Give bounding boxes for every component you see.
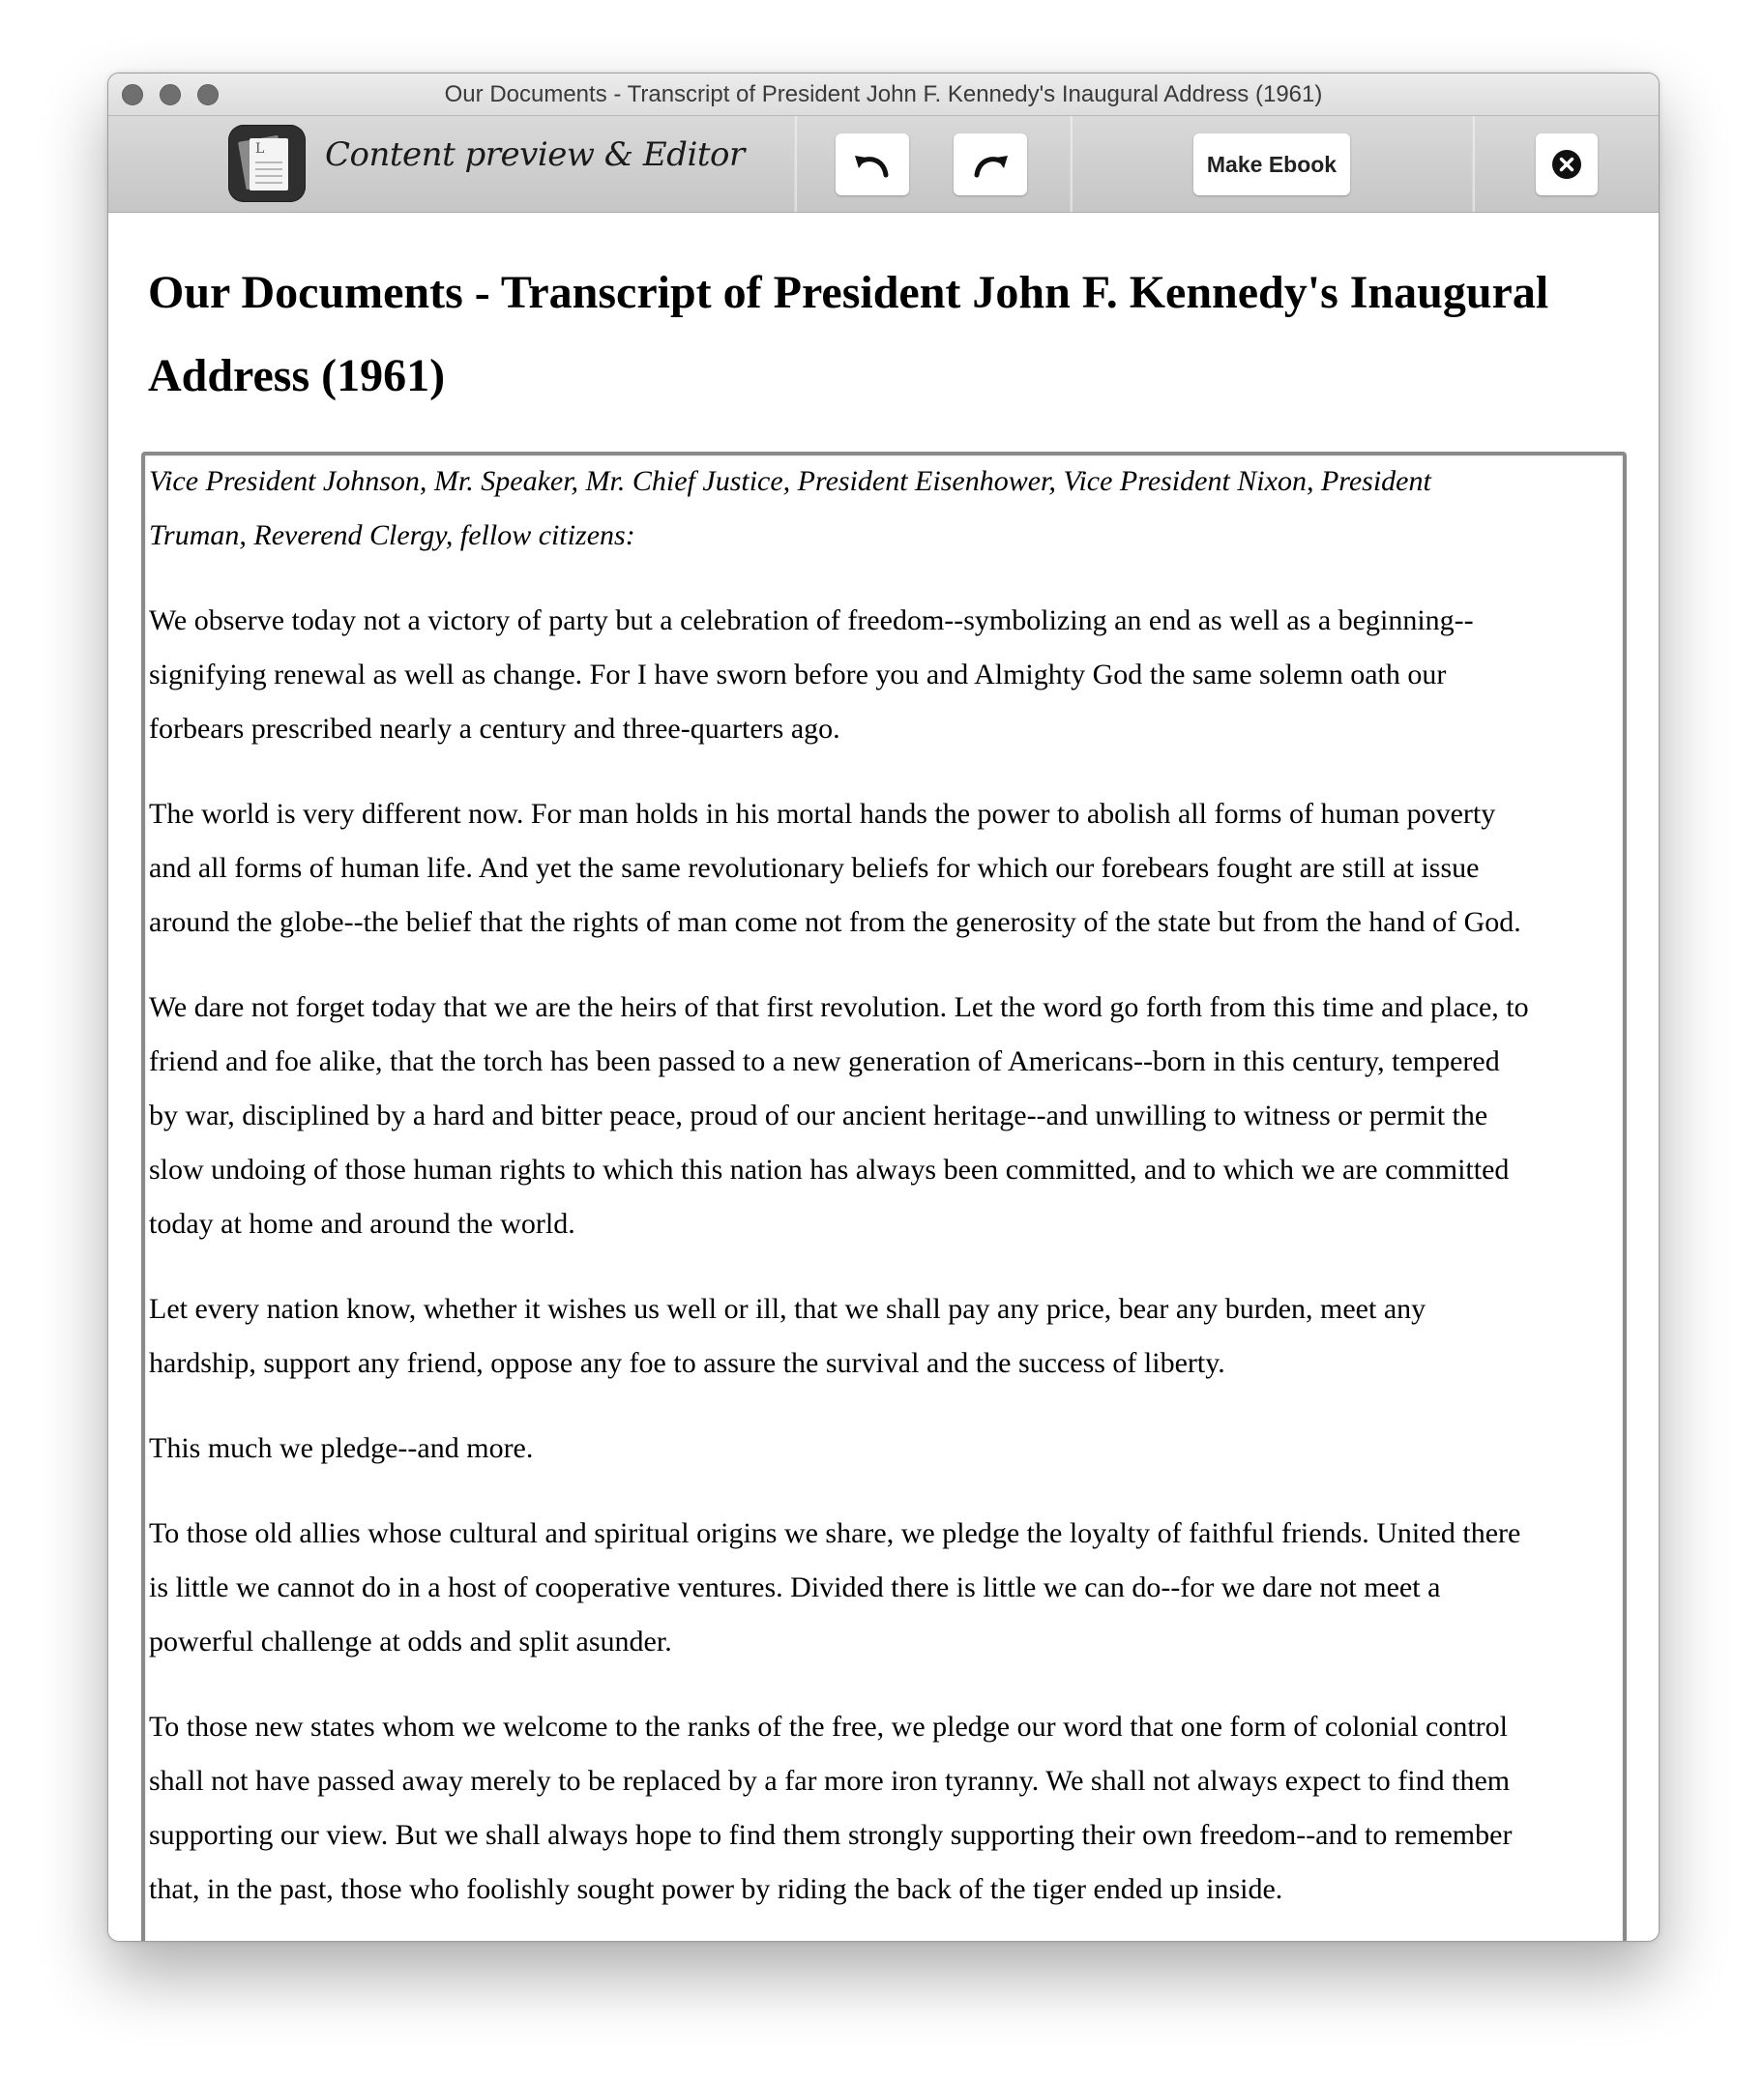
salutation: Vice President Johnson, Mr. Speaker, Mr. Chief Justice, President Eisenhower, Vice President Nixon, President Truman, Reverend Clergy, fellow citizens: [149, 465, 1431, 551]
app-logo-letter: L [255, 141, 265, 157]
toolbar [108, 116, 1659, 213]
app-window [107, 73, 1660, 1942]
close-icon [1551, 149, 1582, 180]
app-logo-icon [228, 125, 306, 202]
undo-icon [851, 150, 894, 179]
paragraph: We dare not forget today that we are the heirs of that first revolution. Let the word go forth from this time and place, to friend and foe alike, that the torch has been passed to a new generation of Americans--born in this century, tempered by war, disciplined by a hard and bitter peace, proud of our ancient heritage--and unwilling to witness or permit the slow undoing of those human rights to which this nation has always been committed, and to which we are committed today at home and around the world. [149, 991, 1529, 1240]
redo-button[interactable] [954, 133, 1027, 195]
make-ebook-button[interactable] [1193, 133, 1350, 195]
paragraph: The world is very different now. For man holds in his mortal hands the power to abolish all forms of human poverty and all forms of human life. And yet the same revolutionary beliefs for which our forebears fought are still at issue around the globe--the belief that the rights of man come not from the generosity of the state but from the hand of God. [149, 798, 1521, 938]
paragraph: This much we pledge--and more. [149, 1432, 534, 1464]
document-title: Our Documents - Transcript of President John F. Kennedy's Inaugural Address (1961) [148, 267, 1549, 401]
paragraph: To those old allies whose cultural and spiritual origins we share, we pledge the loyalty of faithful friends. United there is little we cannot do in a host of cooperative ventures. Divided there is little we can do--for we dare not meet a powerful challenge at odds and split asunder. [149, 1517, 1521, 1658]
title-bar[interactable] [108, 73, 1659, 116]
paragraph: We observe today not a victory of party but a celebration of freedom--symbolizing an end as well as a beginning-- signifying renewal as well as change. For I have sworn before you and Almighty God the same solemn oath our forbears prescribed nearly a century and three-quarters ago. [149, 604, 1474, 745]
close-button[interactable] [1536, 133, 1598, 195]
content-preview [108, 213, 1659, 1941]
redo-icon [969, 150, 1012, 179]
paragraph: Let every nation know, whether it wishes us well or ill, that we shall pay any price, bear any burden, meet any hardship, support any friend, oppose any foe to assure the survival and the success of liberty. [149, 1293, 1426, 1379]
paragraph: To those new states whom we welcome to the ranks of the free, we pledge our word that one form of colonial control shall not have passed away merely to be replaced by a far more iron tyranny. We shall not always expect to find them supporting our view. But we shall always hope to find them strongly supporting their own freedom--and to remember that, in the past, those who foolishly sought power by riding the back of the tiger ended up inside. [149, 1711, 1513, 1905]
undo-button[interactable] [836, 133, 909, 195]
window-title: Our Documents - Transcript of President John F. Kennedy's Inaugural Address (1961) [444, 81, 1323, 107]
document-editor[interactable] [141, 452, 1627, 1942]
make-ebook-label: Make Ebook [1206, 151, 1338, 177]
app-name: Content preview & Editor [325, 135, 745, 174]
